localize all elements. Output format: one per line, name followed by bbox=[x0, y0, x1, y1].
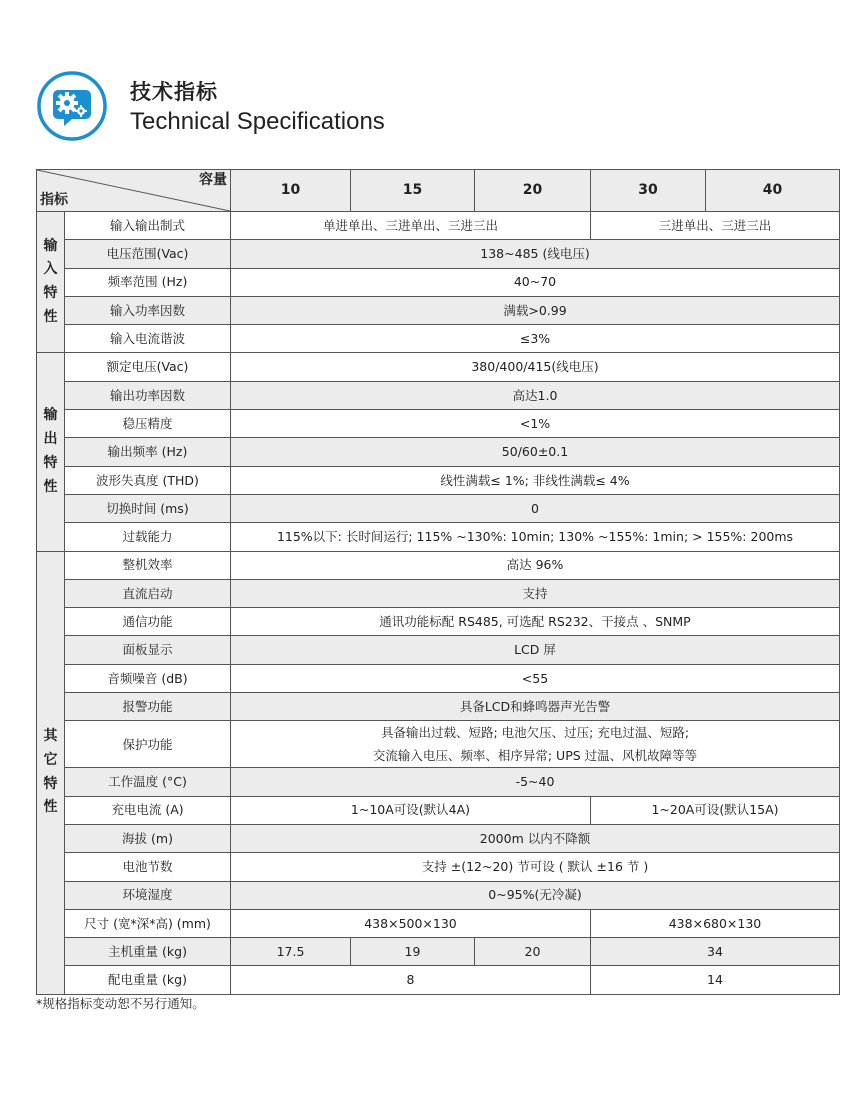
table-row bbox=[37, 551, 840, 579]
row-label: 输出频率 (Hz) bbox=[65, 438, 231, 466]
row-label: 报警功能 bbox=[65, 693, 231, 721]
row-label: 直流启动 bbox=[65, 579, 231, 607]
row-label: 音频噪音 (dB) bbox=[65, 664, 231, 692]
row-value: 50/60±0.1 bbox=[231, 438, 840, 466]
corner-capacity-label: 容量 bbox=[199, 172, 227, 188]
row-label: 工作温度 (°C) bbox=[65, 768, 231, 796]
row-label: 波形失真度 (THD) bbox=[65, 466, 231, 494]
row-value: 19 bbox=[351, 938, 475, 966]
page-title-cn: 技术指标 bbox=[130, 80, 218, 104]
row-label: 切换时间 (ms) bbox=[65, 494, 231, 522]
row-label: 通信功能 bbox=[65, 608, 231, 636]
row-value: 具备LCD和蜂鸣器声光告警 bbox=[231, 693, 840, 721]
capacity-30: 30 bbox=[591, 170, 706, 212]
row-value: <1% bbox=[231, 410, 840, 438]
row-value: 1~20A可设(默认15A) bbox=[591, 796, 840, 824]
row-value: 满载>0.99 bbox=[231, 296, 840, 324]
row-label: 额定电压(Vac) bbox=[65, 353, 231, 381]
capacity-15: 15 bbox=[351, 170, 475, 212]
table-row bbox=[37, 693, 840, 721]
row-label: 配电重量 (kg) bbox=[65, 966, 231, 994]
row-label: 稳压精度 bbox=[65, 410, 231, 438]
row-label: 输入功率因数 bbox=[65, 296, 231, 324]
row-label: 过载能力 bbox=[65, 523, 231, 551]
page-title-en: Technical Specifications bbox=[130, 108, 385, 135]
table-row bbox=[37, 636, 840, 664]
row-label: 电池节数 bbox=[65, 853, 231, 881]
group-other: 其它特性 bbox=[37, 551, 65, 994]
table-row bbox=[37, 768, 840, 796]
row-value: 单进单出、三进单出、三进三出 bbox=[231, 212, 591, 240]
row-value: <55 bbox=[231, 664, 840, 692]
table-row bbox=[37, 212, 840, 240]
row-value: 高达 96% bbox=[231, 551, 840, 579]
row-label: 输入输出制式 bbox=[65, 212, 231, 240]
table-row bbox=[37, 853, 840, 881]
row-value: 40~70 bbox=[231, 268, 840, 296]
table-row bbox=[37, 608, 840, 636]
row-value-line: 交流输入电压、频率、相序异常; UPS 过温、风机故障等等 bbox=[372, 748, 698, 764]
table-row bbox=[37, 881, 840, 909]
row-value: 支持 ±(12~20) 节可设 ( 默认 ±16 节 ) bbox=[231, 853, 840, 881]
spec-table bbox=[36, 169, 840, 995]
table-row bbox=[37, 938, 840, 966]
row-value: LCD 屏 bbox=[231, 636, 840, 664]
row-value: 线性满载≤ 1%; 非线性满载≤ 4% bbox=[231, 466, 840, 494]
row-value: ≤3% bbox=[231, 325, 840, 353]
row-label: 保护功能 bbox=[65, 721, 231, 768]
row-value: 438×500×130 bbox=[231, 909, 591, 937]
table-row bbox=[37, 664, 840, 692]
row-value: -5~40 bbox=[231, 768, 840, 796]
table-row bbox=[37, 909, 840, 937]
row-label: 充电电流 (A) bbox=[65, 796, 231, 824]
table-row bbox=[37, 381, 840, 409]
table-row bbox=[37, 966, 840, 994]
table-row bbox=[37, 296, 840, 324]
row-label: 面板显示 bbox=[65, 636, 231, 664]
group-output: 输出特性 bbox=[37, 353, 65, 551]
capacity-10: 10 bbox=[231, 170, 351, 212]
row-value: 438×680×130 bbox=[591, 909, 840, 937]
row-value: 14 bbox=[591, 966, 840, 994]
row-label: 海拔 (m) bbox=[65, 824, 231, 852]
header-row bbox=[37, 170, 840, 212]
row-value: 0~95%(无冷凝) bbox=[231, 881, 840, 909]
table-row bbox=[37, 579, 840, 607]
row-value: 20 bbox=[475, 938, 591, 966]
table-row bbox=[37, 523, 840, 551]
row-label: 电压范围(Vac) bbox=[65, 240, 231, 268]
capacity-40: 40 bbox=[706, 170, 840, 212]
page-header bbox=[36, 70, 636, 144]
row-label: 主机重量 (kg) bbox=[65, 938, 231, 966]
row-label: 输入电流谐波 bbox=[65, 325, 231, 353]
row-label: 整机效率 bbox=[65, 551, 231, 579]
table-row bbox=[37, 466, 840, 494]
table-row bbox=[37, 353, 840, 381]
row-label: 尺寸 (宽*深*高) (mm) bbox=[65, 909, 231, 937]
table-row bbox=[37, 268, 840, 296]
capacity-20: 20 bbox=[475, 170, 591, 212]
corner-spec-label: 指标 bbox=[40, 191, 68, 208]
row-value-multiline bbox=[231, 721, 840, 768]
row-label: 环境湿度 bbox=[65, 881, 231, 909]
row-value: 34 bbox=[591, 938, 840, 966]
table-row bbox=[37, 494, 840, 522]
table-row bbox=[37, 240, 840, 268]
footnote: *规格指标变动恕不另行通知。 bbox=[36, 996, 205, 1011]
row-value: 138~485 (线电压) bbox=[231, 240, 840, 268]
settings-gear-logo-icon bbox=[36, 70, 108, 142]
row-value: 高达1.0 bbox=[231, 381, 840, 409]
row-label: 输出功率因数 bbox=[65, 381, 231, 409]
row-value: 2000m 以内不降额 bbox=[231, 824, 840, 852]
row-value: 支持 bbox=[231, 579, 840, 607]
row-value-line: 具备输出过载、短路; 电池欠压、过压; 充电过温、短路; bbox=[380, 725, 690, 741]
row-value: 三进单出、三进三出 bbox=[591, 212, 840, 240]
row-value: 8 bbox=[231, 966, 591, 994]
table-row bbox=[37, 325, 840, 353]
row-value: 1~10A可设(默认4A) bbox=[231, 796, 591, 824]
table-row bbox=[37, 721, 840, 768]
row-value: 0 bbox=[231, 494, 840, 522]
group-input: 输入特性 bbox=[37, 212, 65, 353]
row-value: 380/400/415(线电压) bbox=[231, 353, 840, 381]
table-row bbox=[37, 796, 840, 824]
row-value: 115%以下: 长时间运行; 115% ~130%: 10min; 130% ~155%: 1min; > 155%: 200ms bbox=[231, 523, 840, 551]
row-value: 通讯功能标配 RS485, 可选配 RS232、干接点 、SNMP bbox=[231, 608, 840, 636]
table-row bbox=[37, 410, 840, 438]
table-row bbox=[37, 438, 840, 466]
row-label: 频率范围 (Hz) bbox=[65, 268, 231, 296]
row-value: 17.5 bbox=[231, 938, 351, 966]
corner-cell bbox=[37, 170, 231, 212]
table-row bbox=[37, 824, 840, 852]
